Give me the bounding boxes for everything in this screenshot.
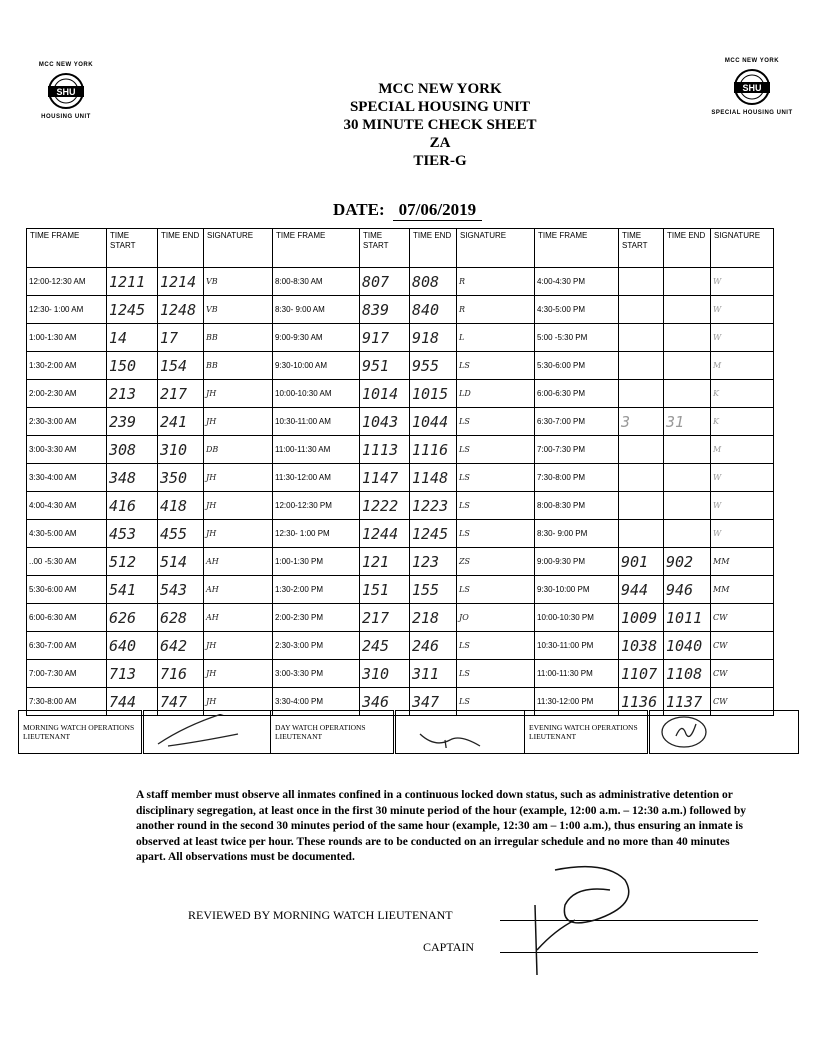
time-start-cell[interactable]: 151 — [360, 576, 410, 604]
time-frame-cell: 6:00-6:30 AM — [27, 604, 107, 632]
table-row — [27, 492, 774, 520]
time-end-cell[interactable]: 154 — [158, 352, 204, 380]
time-frame-cell: 8:00-8:30 AM — [273, 268, 360, 296]
time-start-cell[interactable]: 348 — [107, 464, 158, 492]
time-start-cell[interactable]: 901 — [619, 548, 664, 576]
time-frame-cell: 2:30-3:00 AM — [27, 408, 107, 436]
time-start-cell[interactable] — [619, 352, 664, 380]
svg-text:SHU: SHU — [742, 83, 762, 93]
logo-left-bottom-text: HOUSING UNIT — [41, 114, 91, 120]
time-end-cell[interactable]: 946 — [664, 576, 711, 604]
time-frame-cell: 10:00-10:30 AM — [273, 380, 360, 408]
signature-cell[interactable]: W — [711, 324, 774, 352]
time-frame-cell: 5:00 -5:30 PM — [535, 324, 619, 352]
time-frame-cell: 6:00-6:30 PM — [535, 380, 619, 408]
evening-lieutenant-label: EVENING WATCH OPERATIONS LIEUTENANT — [525, 711, 649, 754]
time-start-cell[interactable] — [619, 268, 664, 296]
signature-cell[interactable]: VB — [204, 268, 273, 296]
column-header: TIME FRAME — [27, 229, 107, 268]
time-start-cell[interactable]: 744 — [107, 688, 158, 716]
time-start-cell[interactable]: 308 — [107, 436, 158, 464]
instructions-paragraph: A staff member must observe all inmates confined in a continuous locked down status, such as administrative detention or disciplinary segregation, at least once in the first 30 minute period of the hour (example, 12:00 a.m. – 12:30 a.m.) followed by another round in the second 30 minutes period of the same hour (example, 12:30 am – 1:00 a.m.), thus ensuring an inmate is observed at least twice per hour. These rounds are to be conducted on an irregular schedule and no more than 40 minutes apart. All observations must be documented. — [136, 789, 746, 863]
time-frame-cell: 12:00-12:30 PM — [273, 492, 360, 520]
time-start-cell[interactable] — [619, 492, 664, 520]
table-row — [27, 380, 774, 408]
time-end-cell[interactable] — [664, 324, 711, 352]
time-frame-cell: 11:30-12:00 AM — [273, 464, 360, 492]
time-end-cell[interactable]: 123 — [410, 548, 457, 576]
time-start-cell[interactable]: 1107 — [619, 660, 664, 688]
morning-lieutenant-label: MORNING WATCH OPERATIONS LIEUTENANT — [19, 711, 143, 754]
time-start-cell[interactable]: 1147 — [360, 464, 410, 492]
time-end-cell[interactable]: 241 — [158, 408, 204, 436]
signature-cell[interactable]: LS — [457, 352, 535, 380]
signature-cell[interactable]: DB — [204, 436, 273, 464]
time-frame-cell: 3:30-4:00 AM — [27, 464, 107, 492]
signature-scribble-icon — [148, 714, 258, 748]
time-frame-cell: 7:00-7:30 AM — [27, 660, 107, 688]
time-end-cell[interactable]: 918 — [410, 324, 457, 352]
header-title-3: 30 MINUTE CHECK SHEET — [343, 117, 537, 133]
signature-cell[interactable]: JO — [457, 604, 535, 632]
signature-cell[interactable]: JH — [204, 408, 273, 436]
time-start-cell[interactable]: 1222 — [360, 492, 410, 520]
time-frame-cell: 9:00-9:30 PM — [535, 548, 619, 576]
time-end-cell[interactable]: 514 — [158, 548, 204, 576]
time-frame-cell: 3:00-3:30 AM — [27, 436, 107, 464]
time-start-cell[interactable]: 1014 — [360, 380, 410, 408]
time-end-cell[interactable]: 902 — [664, 548, 711, 576]
time-start-cell[interactable]: 3 — [619, 408, 664, 436]
column-header: SIGNATURE — [204, 229, 273, 268]
signature-cell[interactable]: JH — [204, 660, 273, 688]
signature-cell[interactable]: W — [711, 520, 774, 548]
time-start-cell[interactable] — [619, 324, 664, 352]
signature-cell[interactable]: LS — [457, 660, 535, 688]
time-frame-cell: 2:00-2:30 PM — [273, 604, 360, 632]
time-frame-cell: 1:30-2:00 AM — [27, 352, 107, 380]
time-start-cell[interactable]: 1038 — [619, 632, 664, 660]
signature-cell[interactable]: K — [711, 408, 774, 436]
signature-cell[interactable]: W — [711, 464, 774, 492]
signature-cell[interactable]: W — [711, 296, 774, 324]
time-frame-cell: 12:30- 1:00 PM — [273, 520, 360, 548]
time-frame-cell: 12:30- 1:00 AM — [27, 296, 107, 324]
time-end-cell[interactable]: 1148 — [410, 464, 457, 492]
time-start-cell[interactable] — [619, 520, 664, 548]
signature-cell[interactable]: LS — [457, 492, 535, 520]
time-start-cell[interactable]: 121 — [360, 548, 410, 576]
time-frame-cell: 4:30-5:00 AM — [27, 520, 107, 548]
signature-cell[interactable]: VB — [204, 296, 273, 324]
table-row — [27, 660, 774, 688]
signature-scribble-icon — [400, 714, 510, 748]
time-frame-cell: 1:30-2:00 PM — [273, 576, 360, 604]
time-start-cell[interactable]: 150 — [107, 352, 158, 380]
time-start-cell[interactable]: 951 — [360, 352, 410, 380]
date-field — [333, 200, 482, 221]
column-header: TIME END — [410, 229, 457, 268]
time-end-cell[interactable]: 311 — [410, 660, 457, 688]
lieutenant-table — [18, 710, 799, 754]
time-end-cell[interactable]: 155 — [410, 576, 457, 604]
day-lieutenant-label: DAY WATCH OPERATIONS LIEUTENANT — [271, 711, 395, 754]
time-start-cell[interactable]: 640 — [107, 632, 158, 660]
table-row — [27, 296, 774, 324]
signature-cell[interactable]: JH — [204, 520, 273, 548]
time-end-cell[interactable]: 418 — [158, 492, 204, 520]
time-end-cell[interactable]: 543 — [158, 576, 204, 604]
time-end-cell[interactable]: 1015 — [410, 380, 457, 408]
signature-cell[interactable]: R — [457, 296, 535, 324]
signature-cell[interactable]: AH — [204, 576, 273, 604]
signature-cell[interactable]: AH — [204, 604, 273, 632]
signature-cell[interactable]: LD — [457, 380, 535, 408]
table-row — [27, 632, 774, 660]
table-row — [27, 408, 774, 436]
column-header: TIME END — [664, 229, 711, 268]
time-end-cell[interactable]: 1044 — [410, 408, 457, 436]
time-frame-cell: 7:00-7:30 PM — [535, 436, 619, 464]
time-start-cell[interactable]: 541 — [107, 576, 158, 604]
signature-cell[interactable]: K — [711, 380, 774, 408]
time-end-cell[interactable]: 217 — [158, 380, 204, 408]
table-header-row — [27, 229, 774, 268]
signature-cell[interactable]: CW — [711, 660, 774, 688]
time-end-cell[interactable]: 17 — [158, 324, 204, 352]
time-start-cell[interactable]: 346 — [360, 688, 410, 716]
time-start-cell[interactable]: 1245 — [107, 296, 158, 324]
time-start-cell[interactable]: 453 — [107, 520, 158, 548]
time-frame-cell: 8:30- 9:00 AM — [273, 296, 360, 324]
signature-cell[interactable]: MM — [711, 548, 774, 576]
time-end-cell[interactable]: 218 — [410, 604, 457, 632]
time-frame-cell: 1:00-1:30 AM — [27, 324, 107, 352]
logo-right — [702, 58, 802, 116]
time-end-cell[interactable] — [664, 268, 711, 296]
column-header: TIME START — [360, 229, 410, 268]
time-end-cell[interactable]: 642 — [158, 632, 204, 660]
signature-cell[interactable]: JH — [204, 632, 273, 660]
signature-cell[interactable]: LS — [457, 520, 535, 548]
time-frame-cell: 1:00-1:30 PM — [273, 548, 360, 576]
time-end-cell[interactable]: 1248 — [158, 296, 204, 324]
time-end-cell[interactable]: 1245 — [410, 520, 457, 548]
time-start-cell[interactable]: 217 — [360, 604, 410, 632]
time-frame-cell: 12:00-12:30 AM — [27, 268, 107, 296]
signature-cell[interactable]: BB — [204, 324, 273, 352]
date-value: 07/06/2019 — [393, 200, 482, 221]
time-end-cell[interactable]: 808 — [410, 268, 457, 296]
signature-cell[interactable]: M — [711, 352, 774, 380]
table-row — [27, 548, 774, 576]
signature-scribble-icon — [654, 714, 774, 748]
time-end-cell[interactable]: 455 — [158, 520, 204, 548]
time-start-cell[interactable]: 239 — [107, 408, 158, 436]
logo-left-top-text: MCC NEW YORK — [38, 62, 94, 68]
time-frame-cell: ..00 -5:30 AM — [27, 548, 107, 576]
time-start-cell[interactable]: 416 — [107, 492, 158, 520]
time-end-cell[interactable]: 840 — [410, 296, 457, 324]
reviewer-signature-icon — [515, 860, 645, 980]
time-frame-cell: 6:30-7:00 AM — [27, 632, 107, 660]
header-title-2: SPECIAL HOUSING UNIT — [349, 99, 531, 115]
time-frame-cell: 11:00-11:30 AM — [273, 436, 360, 464]
column-header: SIGNATURE — [457, 229, 535, 268]
time-end-cell[interactable] — [664, 492, 711, 520]
morning-lieutenant-signature[interactable] — [143, 711, 271, 754]
time-start-cell[interactable]: 213 — [107, 380, 158, 408]
signature-cell[interactable]: JH — [204, 380, 273, 408]
signature-cell[interactable]: MM — [711, 576, 774, 604]
time-start-cell[interactable]: 917 — [360, 324, 410, 352]
signature-cell[interactable]: JH — [204, 464, 273, 492]
time-frame-cell: 11:30-12:00 PM — [535, 688, 619, 716]
time-end-cell[interactable]: 246 — [410, 632, 457, 660]
check-sheet-table — [26, 228, 774, 716]
table-row — [27, 604, 774, 632]
time-start-cell[interactable]: 626 — [107, 604, 158, 632]
column-header: SIGNATURE — [711, 229, 774, 268]
time-frame-cell: 6:30-7:00 PM — [535, 408, 619, 436]
column-header: TIME END — [158, 229, 204, 268]
time-frame-cell: 10:30-11:00 PM — [535, 632, 619, 660]
time-end-cell[interactable] — [664, 464, 711, 492]
time-frame-cell: 8:30- 9:00 PM — [535, 520, 619, 548]
logo-left — [16, 62, 116, 120]
time-end-cell[interactable] — [664, 380, 711, 408]
time-end-cell[interactable]: 1223 — [410, 492, 457, 520]
shu-emblem-icon — [44, 71, 88, 111]
time-start-cell[interactable]: 944 — [619, 576, 664, 604]
time-end-cell[interactable] — [664, 296, 711, 324]
time-end-cell[interactable]: 747 — [158, 688, 204, 716]
time-start-cell[interactable]: 1136 — [619, 688, 664, 716]
logo-right-bottom-text: SPECIAL HOUSING UNIT — [711, 110, 793, 116]
signature-cell[interactable]: M — [711, 436, 774, 464]
time-end-cell[interactable] — [664, 436, 711, 464]
time-end-cell[interactable]: 1116 — [410, 436, 457, 464]
table-row — [27, 352, 774, 380]
signature-cell[interactable]: LS — [457, 436, 535, 464]
time-frame-cell: 2:30-3:00 PM — [273, 632, 360, 660]
date-label: DATE: — [333, 200, 385, 219]
time-start-cell[interactable]: 310 — [360, 660, 410, 688]
captain-label: CAPTAIN — [423, 940, 475, 954]
signature-cell[interactable]: ZS — [457, 548, 535, 576]
svg-text:SHU: SHU — [56, 87, 76, 97]
time-end-cell[interactable]: 1040 — [664, 632, 711, 660]
time-frame-cell: 2:00-2:30 AM — [27, 380, 107, 408]
signature-cell[interactable]: JH — [204, 492, 273, 520]
time-start-cell[interactable]: 713 — [107, 660, 158, 688]
time-end-cell[interactable]: 955 — [410, 352, 457, 380]
signature-cell[interactable]: LS — [457, 632, 535, 660]
time-frame-cell: 10:00-10:30 PM — [535, 604, 619, 632]
table-row — [27, 324, 774, 352]
time-start-cell[interactable]: 512 — [107, 548, 158, 576]
table-row — [27, 436, 774, 464]
time-end-cell[interactable]: 310 — [158, 436, 204, 464]
time-start-cell[interactable] — [619, 296, 664, 324]
time-frame-cell: 5:30-6:00 AM — [27, 576, 107, 604]
time-start-cell[interactable] — [619, 380, 664, 408]
time-end-cell[interactable]: 1137 — [664, 688, 711, 716]
time-end-cell[interactable]: 350 — [158, 464, 204, 492]
time-end-cell[interactable]: 1011 — [664, 604, 711, 632]
signature-cell[interactable]: CW — [711, 604, 774, 632]
time-frame-cell: 4:00-4:30 AM — [27, 492, 107, 520]
time-end-cell[interactable]: 628 — [158, 604, 204, 632]
time-start-cell[interactable]: 1244 — [360, 520, 410, 548]
header-title-1: MCC NEW YORK — [378, 81, 502, 97]
header-title-4: ZA — [429, 135, 451, 151]
time-start-cell[interactable]: 245 — [360, 632, 410, 660]
column-header: TIME START — [619, 229, 664, 268]
signature-cell[interactable]: LS — [457, 408, 535, 436]
time-frame-cell: 3:30-4:00 PM — [273, 688, 360, 716]
time-frame-cell: 9:30-10:00 AM — [273, 352, 360, 380]
time-start-cell[interactable]: 1211 — [107, 268, 158, 296]
time-frame-cell: 4:00-4:30 PM — [535, 268, 619, 296]
header-title-5: TIER-G — [413, 153, 467, 169]
evening-lieutenant-signature[interactable] — [649, 711, 799, 754]
time-frame-cell: 9:00-9:30 AM — [273, 324, 360, 352]
table-row — [27, 520, 774, 548]
time-frame-cell: 4:30-5:00 PM — [535, 296, 619, 324]
time-end-cell[interactable]: 716 — [158, 660, 204, 688]
column-header: TIME FRAME — [273, 229, 360, 268]
time-start-cell[interactable]: 807 — [360, 268, 410, 296]
time-start-cell[interactable]: 839 — [360, 296, 410, 324]
signature-cell[interactable]: AH — [204, 548, 273, 576]
time-end-cell[interactable]: 1108 — [664, 660, 711, 688]
signature-cell[interactable]: JH — [204, 688, 273, 716]
time-start-cell[interactable] — [619, 464, 664, 492]
time-frame-cell: 11:00-11:30 PM — [535, 660, 619, 688]
time-end-cell[interactable]: 1214 — [158, 268, 204, 296]
time-start-cell[interactable] — [619, 436, 664, 464]
time-start-cell[interactable]: 1043 — [360, 408, 410, 436]
signature-cell[interactable]: BB — [204, 352, 273, 380]
signature-cell[interactable]: R — [457, 268, 535, 296]
signature-cell[interactable]: W — [711, 268, 774, 296]
time-frame-cell: 9:30-10:00 PM — [535, 576, 619, 604]
time-start-cell[interactable]: 14 — [107, 324, 158, 352]
signature-cell[interactable]: CW — [711, 632, 774, 660]
time-frame-cell: 7:30-8:00 PM — [535, 464, 619, 492]
time-frame-cell: 3:00-3:30 PM — [273, 660, 360, 688]
time-start-cell[interactable]: 1113 — [360, 436, 410, 464]
time-start-cell[interactable]: 1009 — [619, 604, 664, 632]
logo-right-top-text: MCC NEW YORK — [724, 58, 780, 64]
time-frame-cell: 10:30-11:00 AM — [273, 408, 360, 436]
table-body — [27, 268, 774, 716]
signature-cell[interactable]: LS — [457, 688, 535, 716]
signature-cell[interactable]: LS — [457, 576, 535, 604]
table-row — [27, 268, 774, 296]
time-end-cell[interactable] — [664, 352, 711, 380]
column-header: TIME START — [107, 229, 158, 268]
time-frame-cell: 7:30-8:00 AM — [27, 688, 107, 716]
time-end-cell[interactable]: 31 — [664, 408, 711, 436]
shu-emblem-icon — [730, 67, 774, 107]
time-end-cell[interactable] — [664, 520, 711, 548]
table-row — [27, 576, 774, 604]
column-header: TIME FRAME — [535, 229, 619, 268]
time-end-cell[interactable]: 347 — [410, 688, 457, 716]
time-frame-cell: 8:00-8:30 PM — [535, 492, 619, 520]
time-frame-cell: 5:30-6:00 PM — [535, 352, 619, 380]
signature-cell[interactable]: L — [457, 324, 535, 352]
table-row — [27, 464, 774, 492]
day-lieutenant-signature[interactable] — [395, 711, 525, 754]
reviewed-label: REVIEWED BY MORNING WATCH LIEUTENANT — [188, 908, 453, 922]
signature-cell[interactable]: W — [711, 492, 774, 520]
signature-cell[interactable]: CW — [711, 688, 774, 716]
signature-cell[interactable]: LS — [457, 464, 535, 492]
